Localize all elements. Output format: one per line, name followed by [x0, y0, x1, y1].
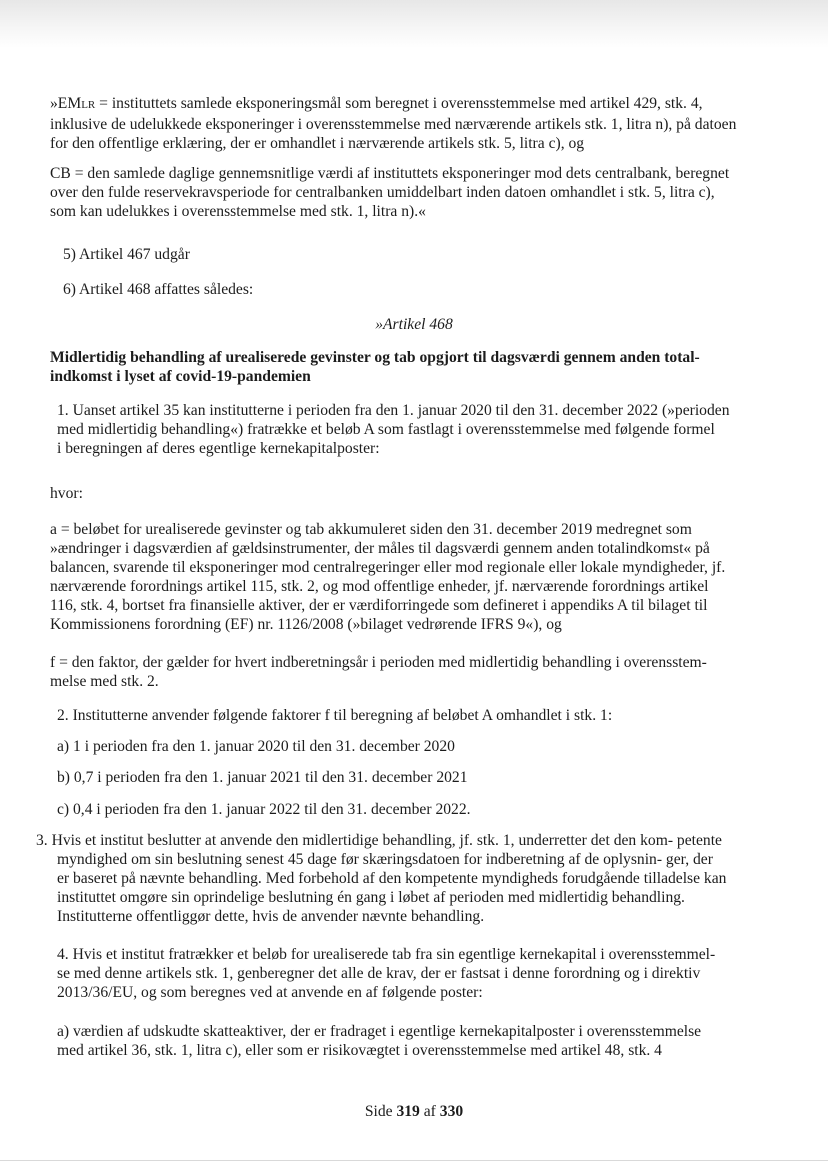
- article-title: »Artikel 468: [375, 316, 453, 333]
- hvor-label: hvor:: [50, 485, 83, 502]
- definition-cb: CB = den samlede daglige gennemsnitlige værdi af instituttets eksponeringer mod dets centralbank, beregnet over den fulde reservekravsperiode for centralbanken umiddelbart inden datoen omhandlet i stk. 5, litra c), som kan udelukkes i overensstemmelse med stk. 1, litra n).«: [50, 165, 730, 220]
- scan-bottom-edge: [0, 1160, 828, 1161]
- em-subscript: LR: [81, 99, 96, 111]
- definition-a: a = beløbet for urealiserede gevinster og tab akkumuleret siden den 31. december 2019 medregnet som »ændringer i dagsværdien af gældsinstrumenter, der måles til dagsværdi gennem anden totalindkomst« på balancen, svarende til eksponeringer mod centralregeringer eller mod regionale eller lokale myndigheder, jf. nærværende forordnings artikel 115, stk. 2, og mod offentlige enheder, jf. nærværende forordnings artikel 116, stk. 4, bortset fra finansielle aktiver, der er værdiforringede som defineret i appendiks A til bilaget til Kommissionens forordning (EF) nr. 1126/2008 (»bilaget vedrørende IFRS 9«), og: [50, 521, 726, 633]
- article-heading: Midlertidig behandling af urealiserede gevinster og tab opgjort til dagsværdi gennem anden total- indkomst i lyset af covid-19-pandemien: [50, 349, 700, 385]
- paragraph-2c: c) 0,4 i perioden fra den 1. januar 2022 til den 31. december 2022.: [57, 801, 471, 818]
- current-page-number: 319: [396, 1103, 420, 1120]
- page-footer: Side 319 af 330: [364, 1103, 464, 1120]
- total-page-count: 330: [439, 1103, 464, 1120]
- paragraph-2b: b) 0,7 i perioden fra den 1. januar 2021 til den 31. december 2021: [57, 769, 468, 786]
- paragraph-3: 3. Hvis et institut beslutter at anvende den midlertidige behandling, jf. stk. 1, underretter det den kom- petente myndighed om sin beslutning senest 45 dage før skæringsdatoen for indberetning af de oplysnin- ger, der er baseret på nævnte behandling. Med forbehold af den kompetente myndigheds forudgående tilladelse kan instituttet omgøre sin oprindelige beslutning én gang i løbet af perioden med midlertidig behandling. Institutterne offentliggør dette, hvis de anvender nævnte behandling.: [36, 832, 727, 925]
- definition-f: f = den faktor, der gælder for hvert indberetningsår i perioden med midlertidig behandling i overensstem- melse med stk. 2.: [50, 654, 707, 690]
- paragraph-4a: a) værdien af udskudte skatteaktiver, der er fradraget i egentlige kernekapitalposter i overensstemmelse med artikel 36, stk. 1, litra c), eller som er risikovægtet i overensstemmelse med artikel 48, stk. 4: [57, 1023, 702, 1059]
- item-5: 5) Artikel 467 udgår: [63, 246, 190, 263]
- paragraph-1: 1. Uanset artikel 35 kan institutterne i perioden fra den 1. januar 2020 til den 31. december 2022 (»perioden med midlertidig behandling«) fratrække et beløb A som fastlagt i overensstemmelse med følgende formel i beregningen af deres egentlige kernekapitalposter:: [57, 402, 730, 457]
- em-symbol: »EM: [50, 95, 82, 112]
- paragraph-4: 4. Hvis et institut fratrækker et beløb for urealiserede tab fra sin egentlige kernekapital i overensstemmel- se med denne artikels stk. 1, genberegner det alle de krav, der er fastsat i denne forordning og i direktiv 2013/36/EU, og som beregnes ved at anvende en af følgende poster:: [57, 946, 716, 1001]
- definition-em: »EMLR = instituttets samlede eksponeringsmål som beregnet i overensstemmelse med artikel 429, stk. 4, inklusive de udelukkede eksponeringer i overensstemmelse med nærværende artikels stk. 1, litra n), på datoen for den offentlige erklæring, der er omhandlet i nærværende artikels stk. 5, litra c), og: [50, 95, 737, 152]
- paragraph-2: 2. Institutterne anvender følgende faktorer f til beregning af beløbet A omhandlet i stk. 1:: [57, 707, 613, 724]
- item-6: 6) Artikel 468 affattes således:: [63, 281, 254, 298]
- paragraph-2a: a) 1 i perioden fra den 1. januar 2020 til den 31. december 2020: [57, 738, 455, 755]
